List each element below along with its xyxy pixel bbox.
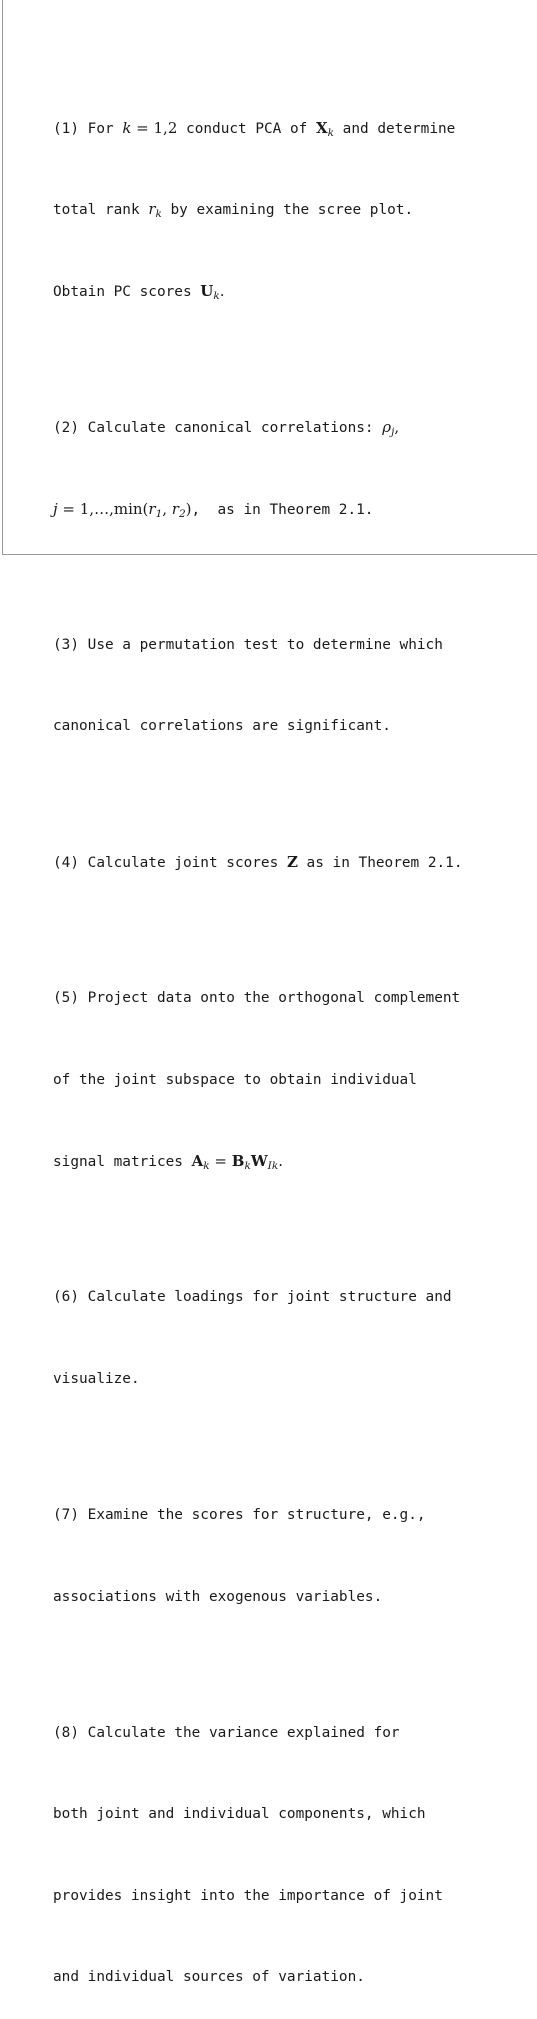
math-r2: r <box>171 499 179 518</box>
math-one-two: 1,2 <box>153 118 178 137</box>
math-subscript-k: k <box>203 1160 210 1173</box>
math-period: . <box>278 1152 283 1171</box>
math-r: r <box>148 200 156 219</box>
math-j: j <box>53 499 58 518</box>
math-W: W <box>250 1152 268 1171</box>
math-U: U <box>200 282 214 300</box>
step-6-line-1: (6) Calculate loadings for joint structure and <box>53 1289 452 1306</box>
step-8-line-1: (8) Calculate the variance explained for <box>53 1724 400 1741</box>
math-subscript-k: k <box>213 290 220 302</box>
step-1-text: (1) For <box>53 120 123 137</box>
step-1-line-3 <box>53 278 537 305</box>
math-period: . <box>219 282 225 300</box>
math-subscript-Ik: Ik <box>267 1160 279 1173</box>
step-2-line-2 <box>53 496 537 523</box>
step-4-text: as in Theorem 2.1. <box>297 855 463 872</box>
math-subscript-k: k <box>244 1160 251 1173</box>
step-1-text: conduct PCA of <box>177 120 316 137</box>
math-range: 1,…,min( <box>79 499 149 518</box>
step-7-line-2: associations with exogenous variables. <box>53 1588 383 1605</box>
step-4-line-1 <box>53 849 537 876</box>
step-4-text: (4) Calculate joint scores <box>53 855 287 872</box>
math-close-paren: ) <box>185 499 192 518</box>
step-2-text: (2) Calculate canonical correlations: <box>53 420 383 436</box>
step-5-text: signal matrices <box>53 1154 192 1171</box>
algorithm-steps <box>53 6 537 2019</box>
math-k: k <box>122 118 132 137</box>
step-5-line-1: (5) Project data onto the orthogonal complement <box>53 990 461 1007</box>
step-3-line-1: (3) Use a permutation test to determine which <box>53 636 443 653</box>
step-2-line-1 <box>53 414 537 441</box>
math-subscript-k: k <box>155 208 162 221</box>
math-subscript-2: 2 <box>178 507 186 520</box>
math-Z: Z <box>286 853 298 872</box>
step-6-line-2: visualize. <box>53 1370 140 1387</box>
step-1-line-2 <box>53 196 537 223</box>
step-3-line-2: canonical correlations are significant. <box>53 718 391 735</box>
math-equals: = <box>209 1152 232 1171</box>
math-equals: = <box>57 499 80 518</box>
step-8-line-3: provides insight into the importance of joint <box>53 1887 443 1904</box>
math-B: B <box>231 1152 245 1171</box>
step-8-line-4: and individual sources of variation. <box>53 1969 365 1986</box>
math-subscript-1: 1 <box>155 507 163 520</box>
math-A: A <box>191 1152 204 1171</box>
math-X: X <box>316 118 328 137</box>
step-8-line-2: both joint and individual components, which <box>53 1806 426 1823</box>
step-1-text: Obtain PC scores <box>53 284 201 300</box>
math-separator: , <box>162 499 172 518</box>
step-7-line-1: (7) Examine the scores for structure, e.g., <box>53 1506 426 1523</box>
step-5-line-3 <box>53 1148 537 1175</box>
math-comma: , <box>394 418 400 436</box>
math-subscript-k: k <box>327 126 335 139</box>
math-subscript-j: j <box>391 426 395 438</box>
step-5-line-2: of the joint subspace to obtain individual <box>53 1071 417 1088</box>
math-r1: r <box>148 499 156 518</box>
math-rho: ρ <box>382 418 392 436</box>
step-1-text: and determine <box>334 120 456 137</box>
step-1-text: by examining the scree plot. <box>161 202 414 219</box>
math-equals: = <box>131 118 154 137</box>
step-1-line-1 <box>53 115 537 142</box>
step-1-text: total rank <box>53 202 149 219</box>
step-2-text: , as in Theorem 2.1. <box>191 501 374 518</box>
